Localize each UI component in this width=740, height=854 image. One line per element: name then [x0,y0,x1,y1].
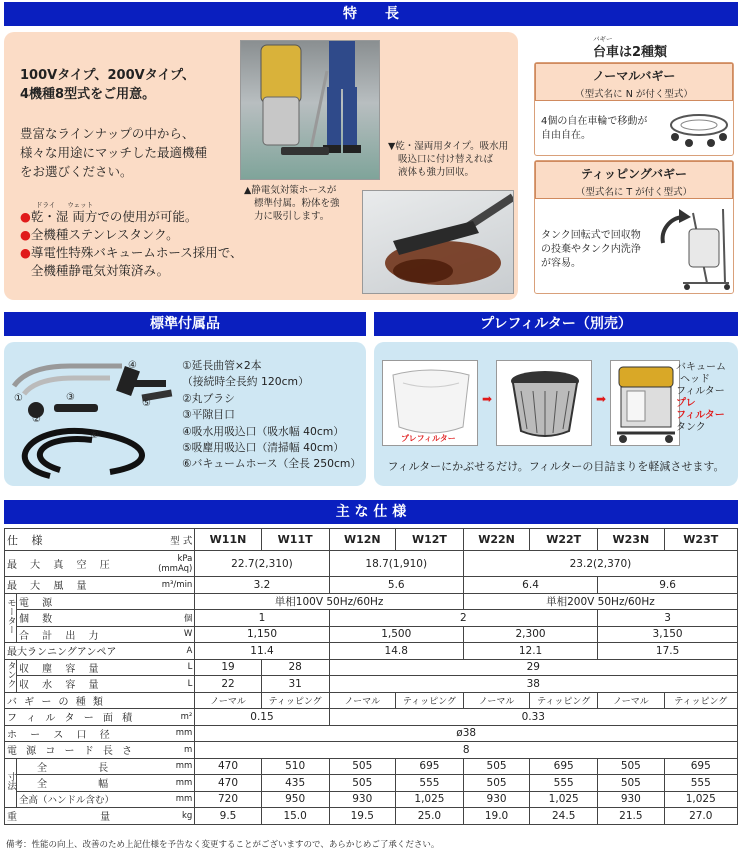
table-row: バ ギ ー の 種 類 ノーマル ティッピング ノーマル ティッピング ノーマル ティッピング ノーマル ティッピング [5,692,738,709]
table-row: 寸法 全 長 mm 470 510 505 695 505 695 505 695 [5,758,738,775]
worker-vacuum-illustration [241,41,380,180]
normal-buggy-desc: 4個の自在車輪で移動が 自由自在。 [541,116,648,141]
specs-header: 主 な 仕 様 [4,500,738,524]
feature-bullets [20,208,243,280]
normal-buggy-icon [667,103,731,153]
accessory-item: （接続時全長約 120cm） [182,375,309,389]
table-row [5,529,738,551]
wet-nozzle-illustration [363,191,514,294]
lead-line-1: 100Vタイプ、200Vタイプ、 [20,68,196,83]
spec-footnote: 備考：性能の向上、改善のため上記仕様を予告なく変更することがございますので、あらかじめご了承ください。 [6,840,440,850]
body-line-1: 豊富なラインナップの中から、 [20,126,195,141]
filter-image [496,360,592,446]
body-text [20,124,207,181]
cutaway-labels: バキューム ヘッド フィルター プレ フィルター タンク [676,362,726,433]
tipping-buggy-note: （型式名に T が付く型式） [575,187,693,198]
accessory-marker-4: ④ [128,360,137,371]
corner-right-label: 型 式 [156,529,195,551]
prefilter-caption: フィルターにかぶせるだけ。フィルターの目詰まりを軽減させます。 [387,460,725,473]
ruby-wet: ウェット [67,201,94,209]
tipping-buggy-icon [643,203,731,291]
bullet-item: ●全機種ステンレスタンク。 [20,227,179,242]
bullet-dot-icon: ● [20,209,31,224]
accessory-item: ③平隙目口 [182,408,235,422]
dimension-side-label: 寸法 [5,758,17,808]
table-row: タンク 収 塵 容 量 L 19 28 29 [5,659,738,676]
normal-buggy-note: （型式名に N が付く型式） [575,89,693,100]
tipping-buggy-box [534,160,734,294]
tank-side-label: タンク [5,659,17,692]
lead-line-2: 4機種8型式をご用意。 [20,87,156,102]
model-header: W22T [530,529,598,551]
table-row: モーター 電 源 単相100V 50Hz/60Hz 単相200V 50Hz/60Hz [5,593,738,610]
accessories-header: 標準付属品 [4,312,366,336]
table-row: フ ィ ル タ ー 面 積 m² 0.15 0.33 [5,709,738,726]
model-header: W23N [598,529,664,551]
model-header: W12N [329,529,395,551]
accessories-list [182,358,361,473]
accessory-marker-1: ① [14,393,23,404]
table-row: ホ ー ス 口 径 mm ø38 [5,725,738,742]
bullet-item: 全機種静電気対策済み。 [30,263,170,278]
vacuum-cutaway-image [610,360,680,446]
table-row: 合 計 出 力 W 1,150 1,500 2,300 3,150 [5,626,738,643]
table-row: 電 源 コ ー ド 長 さ m 8 [5,742,738,759]
tipping-buggy-desc: タンク回転式で回収物 の投棄やタンク内洗浄 が容易。 [541,230,641,269]
ruby-dry: ドライ [36,201,56,209]
bullet-item: ●乾・湿 両方での使用が可能。 [20,209,198,224]
features-header-text: 特 長 [343,6,399,22]
accessory-marker-3: ③ [66,392,75,403]
lead-text [20,66,195,104]
tipping-buggy-title: ティッピングバギー [580,167,688,181]
accessory-item: ⑤吸塵用吸込口（清掃幅 40cm） [182,441,345,455]
caption-wet: ▼乾・湿両用タイプ。吸水用 吸込口に付け替えれば 液体も強力回収。 [388,141,509,178]
table-row: 個 数 個 1 2 3 [5,610,738,627]
model-header: W12T [395,529,463,551]
tipping-buggy-header [535,161,733,199]
table-row: 収 水 容 量 L 22 31 38 [5,676,738,693]
table-row: 最 大 風 量 m³/min 3.2 5.6 6.4 9.6 [5,577,738,594]
body-line-2: 様々な用途にマッチした最適機種 [20,145,208,160]
model-header: W11T [261,529,329,551]
table-row: 全 幅 mm 470 435 505 555 505 555 505 555 [5,775,738,792]
normal-buggy-box [534,62,734,156]
normal-buggy-header [535,63,733,101]
accessory-item: ①延長曲管×2本 [182,359,262,372]
arrow-icon: ➡ [596,392,607,406]
normal-buggy-title: ノーマルバギー [592,69,676,83]
bullet-item: ●導電性特殊バキュームホース採用で、 [20,245,243,260]
accessory-item: ④吸水用吸込口（吸水幅 40cm） [182,424,345,438]
accessory-item: ⑥バキュームホース（全長 250cm） [182,457,362,471]
model-header: W23T [664,529,737,551]
features-header [4,2,738,26]
prefilter-image [382,360,478,446]
body-line-3: をお選びください。 [20,164,133,179]
table-row: 最大ランニングアンペア A 11.4 14.8 12.1 17.5 [5,643,738,660]
caption-hose: ▲静電気対策ホースが 標準付属。粉体を強 力に吸引します。 [244,185,340,222]
photo-wet-pickup [362,190,514,294]
accessory-marker-2: ② [32,414,41,425]
corner-left-label: 仕 様 [5,529,157,551]
arrow-icon: ➡ [482,392,493,406]
bullet-dot-icon: ● [20,227,31,242]
buggy-title: 台車は2種類 [592,45,668,60]
model-header: W11N [195,529,261,551]
photo-worker-vacuuming [240,40,380,180]
table-row: 全高（ハンドル含む） mm 720 950 930 1,025 930 1,025 930 1,025 [5,791,738,808]
motor-side-label: モーター [5,593,17,643]
spec-table [4,528,738,825]
accessory-marker-6: ⑥ [90,430,99,441]
bullet-dot-icon: ● [20,245,31,260]
table-row: 最 大 真 空 圧 kPa (mmAq) 22.7(2,310) 18.7(1,910) 23.2(2,370) [5,551,738,577]
table-row: 重 量 kg 9.5 15.0 19.5 25.0 19.0 24.5 21.5 27.0 [5,808,738,825]
accessory-item: ②丸ブラシ [182,391,235,405]
accessory-marker-5: ⑤ [142,398,151,409]
prefilter-image-label: プレフィルター [401,434,456,443]
buggy-ruby: バギー [593,35,613,43]
model-header: W22N [463,529,529,551]
prefilter-header: プレフィルター（別売） [374,312,738,336]
